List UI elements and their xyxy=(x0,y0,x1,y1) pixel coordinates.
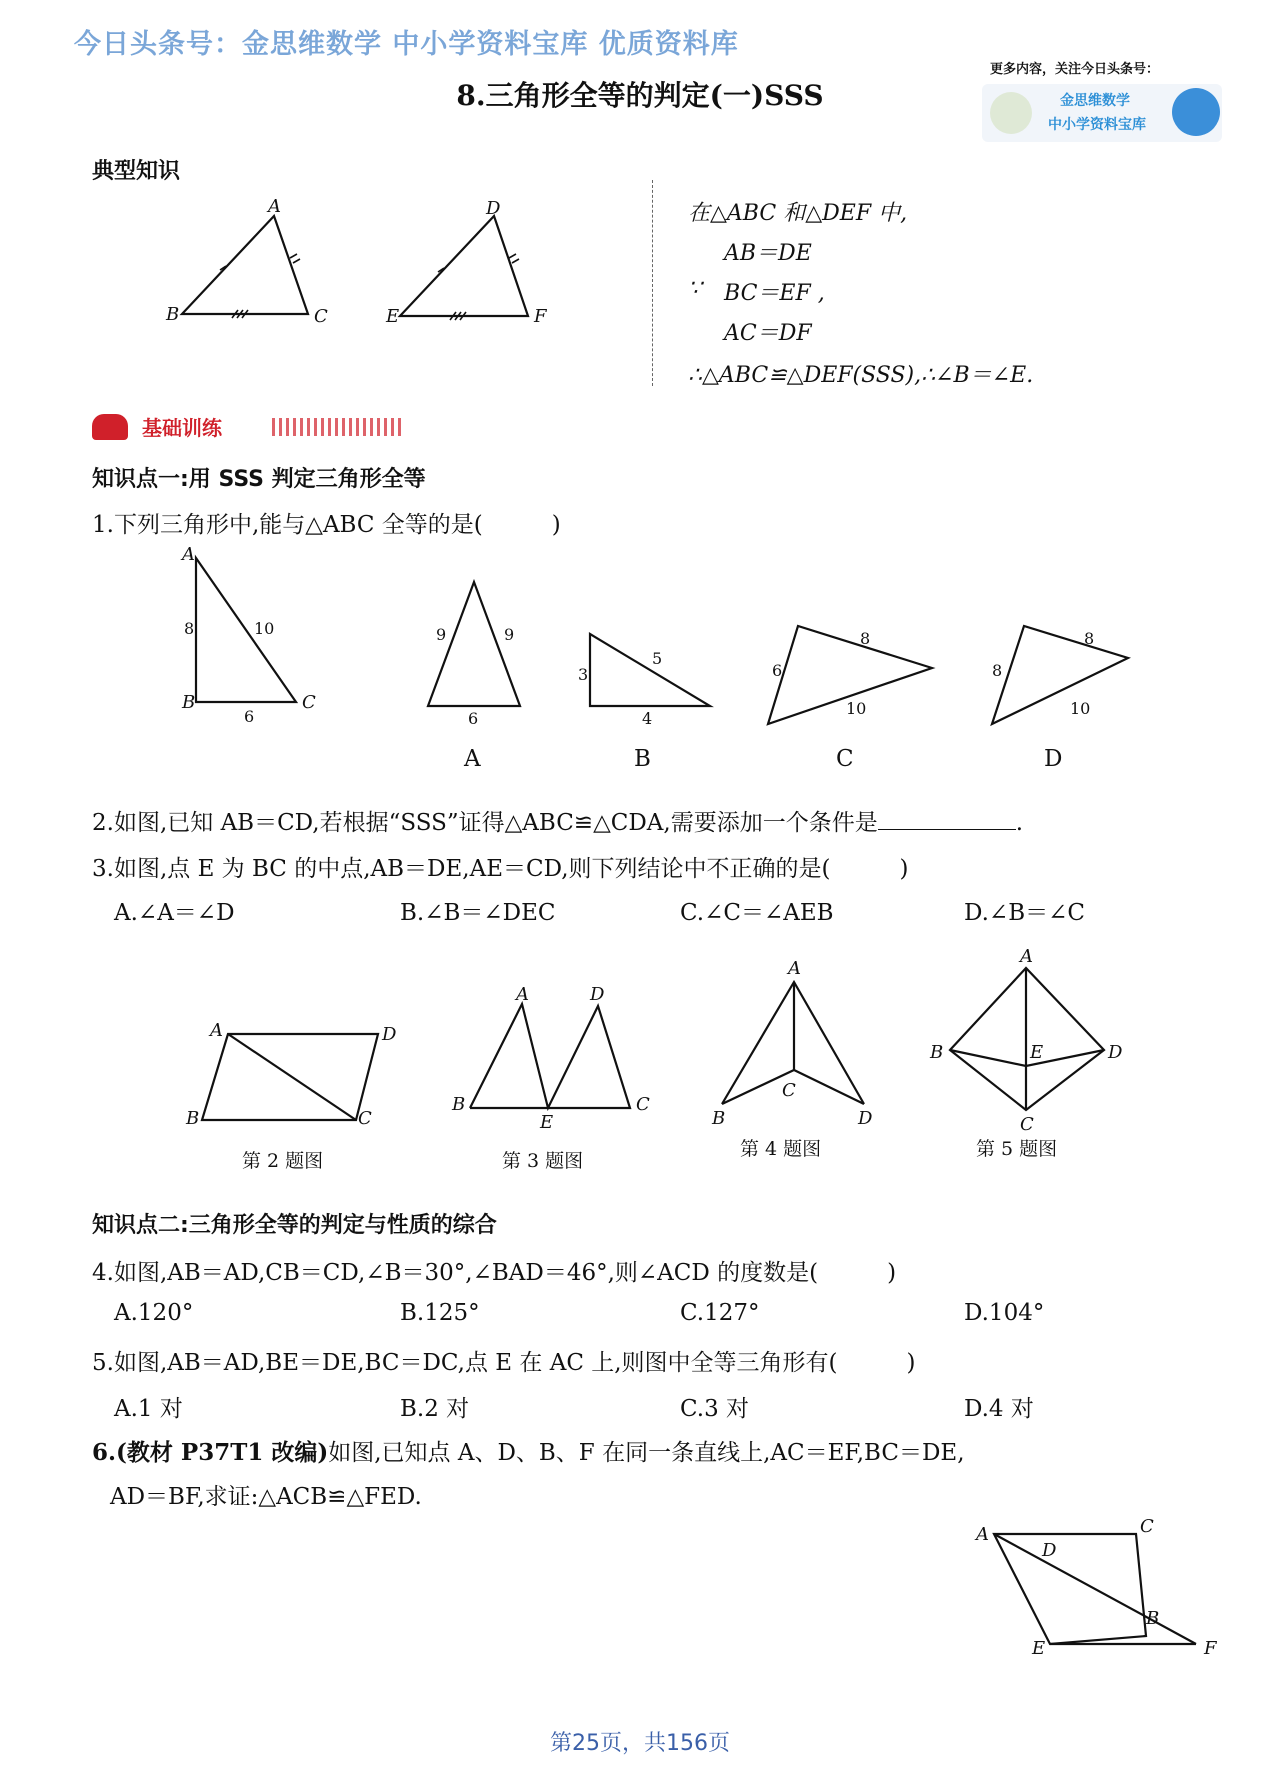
page-counter: 第25页，共156页 xyxy=(550,1731,730,1756)
proof-line-4: AC＝DF xyxy=(724,321,812,346)
figure-caption-5: 第 5 题图 xyxy=(976,1138,1058,1160)
tick-marks xyxy=(220,254,519,320)
svg-text:10: 10 xyxy=(254,619,275,638)
svg-text:D: D xyxy=(858,1108,873,1129)
q1-option-c: C xyxy=(836,746,854,772)
because-symbol: ∵ xyxy=(688,276,702,301)
brand-name-1: 金思维数学 xyxy=(1060,93,1130,109)
svg-text:C: C xyxy=(314,306,328,327)
svg-text:A: A xyxy=(1020,946,1033,967)
figure-2-diagonal xyxy=(228,1034,356,1120)
q5-option-d: D.4 对 xyxy=(964,1396,1034,1422)
proof-line-2: AB＝DE xyxy=(724,241,812,266)
q1-option-d: D xyxy=(1044,746,1063,772)
q4-option-a: A.120° xyxy=(114,1300,194,1326)
svg-text:5: 5 xyxy=(652,649,663,668)
svg-text:B: B xyxy=(712,1108,726,1129)
svg-text:10: 10 xyxy=(1070,699,1091,718)
figure-caption-2: 第 2 题图 xyxy=(242,1150,324,1172)
svg-text:C: C xyxy=(358,1108,372,1129)
proof-conclusion: ∴△ABC≌△DEF(SSS),∴∠B＝∠E. xyxy=(688,363,1034,388)
svg-text:8: 8 xyxy=(992,661,1003,680)
q1-option-a: A xyxy=(464,746,481,772)
q3-option-d: D.∠B＝∠C xyxy=(964,900,1085,926)
brand-note: 更多内容，关注今日头条号： xyxy=(990,62,1160,77)
q5-option-b: B.2 对 xyxy=(400,1396,470,1422)
svg-text:4: 4 xyxy=(642,709,653,728)
svg-text:8: 8 xyxy=(184,619,195,638)
question-3: 3.如图,点 E 为 BC 的中点,AB＝DE,AE＝CD,则下列结论中不正确的是( ) xyxy=(92,856,909,882)
svg-text:C: C xyxy=(302,692,316,713)
figure-caption-3: 第 3 题图 xyxy=(502,1150,584,1172)
q3-option-c: C.∠C＝∠AEB xyxy=(680,900,834,926)
svg-text:A: A xyxy=(268,196,281,217)
svg-text:B: B xyxy=(930,1042,944,1063)
q1-triangle-abc xyxy=(196,558,296,702)
svg-text:E: E xyxy=(386,306,400,327)
triangle-def-figure xyxy=(400,216,528,316)
q3-option-a: A.∠A＝∠D xyxy=(114,900,235,926)
svg-text:E: E xyxy=(1030,1042,1044,1063)
question-6-line1: 如图,已知点 A、D、B、F 在同一条直线上,AC＝EF,BC＝DE, xyxy=(328,1440,965,1466)
svg-text:B: B xyxy=(186,1108,200,1129)
question-2-end: . xyxy=(1015,810,1024,836)
svg-text:F: F xyxy=(534,306,547,327)
q1-triangle-d xyxy=(992,626,1128,724)
q3-option-b: B.∠B＝∠DEC xyxy=(400,900,556,926)
svg-text:D: D xyxy=(1108,1042,1123,1063)
q1-triangle-a xyxy=(428,582,520,706)
figure-3-shape xyxy=(470,1004,630,1108)
q5-option-c: C.3 对 xyxy=(680,1396,750,1422)
figure-2-parallelogram xyxy=(202,1034,378,1120)
question-6-source: 6.(教材 P37T1 改编) xyxy=(92,1439,329,1466)
brand-name-2: 中小学资料宝库 xyxy=(1048,117,1146,133)
knowledge-heading: 典型知识 xyxy=(92,159,181,184)
svg-text:8: 8 xyxy=(860,629,871,648)
proof-line-1: 在△ABC 和△DEF 中, xyxy=(688,201,908,226)
svg-text:C: C xyxy=(1140,1516,1154,1537)
svg-text:D: D xyxy=(1042,1540,1057,1561)
svg-text:D: D xyxy=(486,198,501,219)
svg-text:6: 6 xyxy=(244,707,255,726)
svg-text:E: E xyxy=(1032,1638,1046,1659)
watermark-banner: 今日头条号：金思维数学 中小学资料宝库 优质资料库 xyxy=(74,29,739,60)
svg-text:9: 9 xyxy=(504,625,515,644)
svg-text:9: 9 xyxy=(436,625,447,644)
svg-text:A: A xyxy=(516,984,529,1005)
svg-text:C: C xyxy=(782,1080,796,1101)
point1-heading: 知识点一:用 SSS 判定三角形全等 xyxy=(92,467,426,492)
figure-caption-4: 第 4 题图 xyxy=(740,1138,822,1160)
svg-text:B: B xyxy=(452,1094,466,1115)
svg-text:6: 6 xyxy=(468,709,479,728)
proof-line-3: BC＝EF , xyxy=(724,281,825,306)
svg-text:D: D xyxy=(590,984,605,1005)
svg-text:E: E xyxy=(540,1112,554,1133)
svg-text:A: A xyxy=(210,1020,223,1041)
q4-option-b: B.125° xyxy=(400,1300,480,1326)
svg-text:C: C xyxy=(1020,1114,1034,1135)
figure-6-shape xyxy=(994,1534,1146,1644)
q1-option-b: B xyxy=(634,746,651,772)
svg-text:B: B xyxy=(166,304,180,325)
svg-text:8: 8 xyxy=(1084,629,1095,648)
page-title: 8.三角形全等的判定(一)SSS xyxy=(456,79,824,112)
svg-text:6: 6 xyxy=(772,661,783,680)
svg-text:B: B xyxy=(1146,1608,1160,1629)
svg-text:F: F xyxy=(1204,1638,1217,1659)
svg-text:10: 10 xyxy=(846,699,867,718)
question-4: 4.如图,AB＝AD,CB＝CD,∠B＝30°,∠BAD＝46°,则∠ACD 的度数是( ) xyxy=(92,1260,897,1286)
svg-text:C: C xyxy=(636,1094,650,1115)
svg-text:B: B xyxy=(182,692,196,713)
svg-text:3: 3 xyxy=(578,665,589,684)
triangle-abc-figure xyxy=(182,216,308,314)
training-badge-label: 基础训练 xyxy=(142,416,222,440)
svg-text:A: A xyxy=(788,958,801,979)
question-2-text: 2.如图,已知 AB＝CD,若根据“SSS”证得△ABC≌△CDA,需要添加一个条件是 xyxy=(92,810,878,836)
svg-text:A: A xyxy=(976,1524,989,1545)
question-6-line2: AD＝BF,求证:△ACB≌△FED. xyxy=(110,1484,422,1510)
figure-6-line xyxy=(994,1534,1196,1644)
q4-option-d: D.104° xyxy=(964,1300,1045,1326)
svg-text:D: D xyxy=(382,1024,397,1045)
question-1: 1.下列三角形中,能与△ABC 全等的是( ) xyxy=(92,512,561,538)
svg-text:A: A xyxy=(182,544,195,565)
q1-triangle-b xyxy=(590,634,710,706)
q5-option-a: A.1 对 xyxy=(114,1396,183,1422)
q4-option-c: C.127° xyxy=(680,1300,760,1326)
point2-heading: 知识点二:三角形全等的判定与性质的综合 xyxy=(92,1213,497,1238)
question-5: 5.如图,AB＝AD,BE＝DE,BC＝DC,点 E 在 AC 上,则图中全等三角形有( ) xyxy=(92,1350,916,1376)
